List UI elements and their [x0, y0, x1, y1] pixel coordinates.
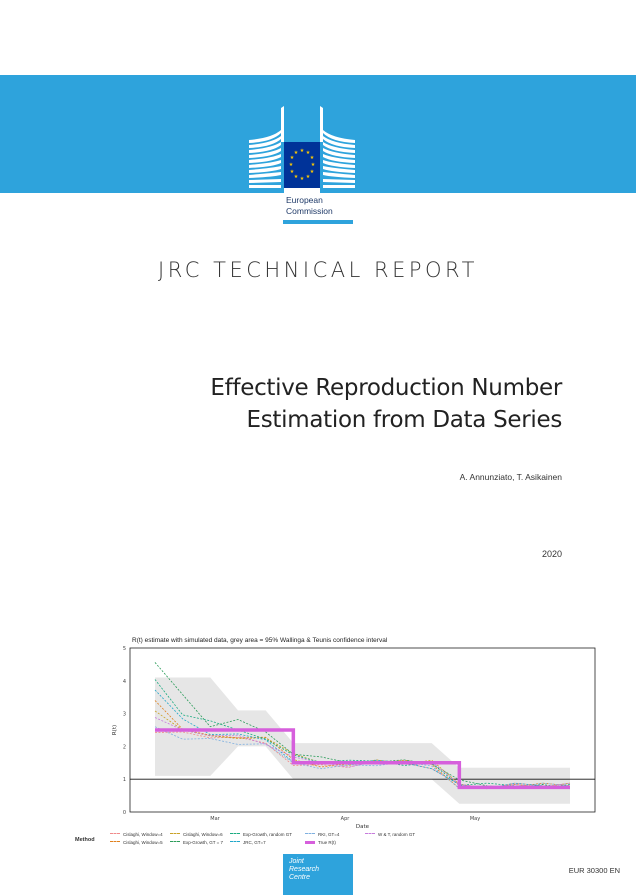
y-tick-label: 0 — [122, 810, 126, 816]
x-tick-label: Mar — [210, 816, 220, 822]
jrc-logo-line3: Centre — [289, 874, 311, 881]
x-tick-label: May — [469, 816, 481, 822]
legend-swatch — [230, 841, 240, 845]
report-type: JRC TECHNICAL REPORT — [158, 258, 478, 282]
report-title — [210, 372, 562, 436]
chart-legend — [75, 829, 475, 851]
legend-item-label: Exp-Growth, GT = 7 — [183, 840, 224, 845]
jrc-logo-line2: Research — [289, 866, 319, 873]
report-number: EUR 30300 EN — [568, 866, 620, 875]
svg-text:★: ★ — [305, 174, 311, 180]
legend-item — [170, 840, 223, 845]
chart-title: R(t) estimate with simulated data, grey area = 95% Wallinga & Teunis confidence interval — [132, 637, 388, 644]
legend-swatch — [170, 833, 180, 837]
svg-text:★: ★ — [288, 162, 294, 168]
y-tick-label: 1 — [122, 777, 126, 784]
legend-item — [110, 840, 163, 845]
legend-item-label: JRC, GT=7 — [243, 840, 266, 845]
svg-text:★: ★ — [309, 169, 315, 175]
organisation-underline — [283, 220, 353, 224]
svg-text:★: ★ — [309, 155, 315, 161]
legend-item — [305, 840, 336, 845]
y-tick-label: 2 — [122, 744, 126, 751]
x-tick-label: Apr — [340, 816, 350, 822]
legend-swatch — [170, 841, 180, 845]
legend-item — [230, 840, 266, 845]
legend-swatch — [365, 833, 375, 837]
legend-item-label: True R(t) — [318, 840, 336, 845]
legend-item-label: Exp-Growth, random GT — [243, 832, 293, 837]
legend-title: Method — [75, 837, 95, 843]
organisation-name-line1: European — [286, 195, 323, 205]
legend-item — [230, 832, 292, 837]
legend-item-label: Cislaghi, Window=5 — [123, 840, 163, 845]
report-title-line2: Estimation from Data Series — [246, 407, 562, 433]
legend-swatch — [110, 841, 120, 845]
svg-text:★: ★ — [289, 169, 295, 175]
authors: A. Annunziato, T. Asikainen — [459, 472, 562, 482]
legend-item-label: RKI, GT=4 — [318, 832, 340, 837]
x-axis-label: Date — [355, 824, 370, 830]
legend-item — [365, 832, 415, 837]
legend-item — [170, 832, 223, 837]
organisation-name — [286, 195, 333, 217]
y-tick-label: 5 — [122, 646, 126, 652]
legend-item-label: Cislaghi, Window=4 — [123, 832, 163, 837]
svg-text:★: ★ — [293, 174, 299, 180]
legend-swatch — [305, 841, 315, 845]
svg-text:★: ★ — [293, 150, 299, 156]
svg-text:★: ★ — [310, 162, 316, 168]
jrc-logo-line1: Joint — [289, 858, 304, 865]
legend-item — [110, 832, 163, 837]
svg-text:★: ★ — [305, 150, 311, 156]
svg-text:★: ★ — [299, 176, 305, 182]
cover-chart — [110, 632, 600, 852]
svg-text:★: ★ — [289, 155, 295, 161]
jrc-logo — [283, 854, 353, 895]
legend-item — [305, 832, 339, 837]
publication-year: 2020 — [541, 549, 562, 559]
svg-text:★: ★ — [299, 148, 305, 154]
organisation-name-line2: Commission — [286, 206, 333, 216]
ec-building-icon — [247, 100, 357, 200]
y-tick-label: 4 — [122, 678, 126, 685]
legend-swatch — [230, 833, 240, 837]
y-tick-label: 3 — [122, 711, 126, 718]
chart-canvas — [110, 632, 600, 832]
report-title-line1: Effective Reproduction Number — [210, 375, 562, 401]
legend-swatch — [305, 833, 315, 837]
y-axis-label: R(t) — [112, 724, 118, 736]
legend-swatch — [110, 833, 120, 837]
legend-item-label: Cislaghi, Window=6 — [183, 832, 223, 837]
legend-item-label: W & T, random GT — [378, 832, 416, 837]
